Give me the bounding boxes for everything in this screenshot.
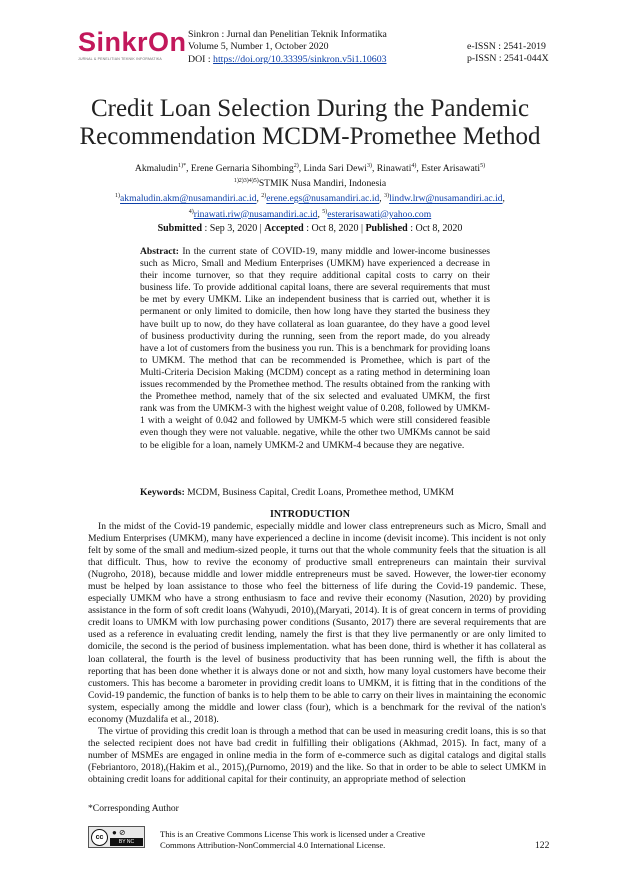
cc-icon: cc <box>91 829 108 846</box>
introduction-body <box>88 521 546 786</box>
paragraph: In the midst of the Covid-19 pandemic, especially middle and lower class entrepreneurs such as Micro, Small and Medium Enterprises (UMKM), many have experienced a decline in income (devisit income). This incident is not only felt by some of the small and medium-sized people, it turns out that the whole community feels that the situation is all that difficult. Thus, how to revive the economy of productive small entrepreneurs can maintain their survival (Nugroho, 2018), because middle and lower middle entrepreneurs must be saved. However, the lower-tier economy must be helped by loan assistance to those who feel the bitterness of life during the Covid-19 pandemic. These, especially UMKM who have a strong enthusiasm to face and revive their economy (Nasution, 2020) by providing assistance in the form of soft credit loans (Wahyudi, 2010),(Maryati, 2014). It is of great concern in terms of providing credit loans to UMKM with low purchasing power conditions (Susanto, 2017) there are several requirements that are used as a reference in evaluating credit lending, namely the first is that they live permanently or are only limited to domicile, the second is the period of business implementation. what has been done, third is whether it has collateral as loan collateral, the fourth is the level of business productivity that has been running well, the fifth is about the reporting that has been done whether it is always done or not and sixth, how many loyal customers have become their customers. This has become a barometer in providing credit loans to UMKM, it is fitting that in the conditions of the Covid-19 pandemic, the function of banks is to help them to be able to carry on their lives in maintaining the economic system, especially among the middle and lower class (four), which is a benchmark for the revival of the nation's economy (Muzdalifa et al., 2018). <box>88 521 546 725</box>
email-link[interactable]: esterarisawati@yahoo.com <box>327 208 432 220</box>
affiliation: $^{1)2)3)4)5)}$STMIK Nusa Mandiri, Indonesia <box>233 178 387 190</box>
creative-commons-badge[interactable] <box>88 826 145 848</box>
author-emails-2: $^{4)}$rinawati.riw@nusamandiri.ac.id, $^{5)}$esterarisawati@yahoo.com <box>188 208 432 220</box>
doi-link[interactable]: https://doi.org/10.33395/sinkron.v5i1.10603 <box>213 53 387 65</box>
eissn: e-ISSN : 2541-2019 <box>467 41 546 52</box>
license-text: This is an Creative Commons License This work is licensed under a Creative Commons Attribution-NonCommercial 4.0 International License. <box>160 829 426 850</box>
author-list: Akmaludin$^{1)*}$, Erene Gernaria Sihombing$^{2)}$, Linda Sari Dewi$^{3)}$, Rinawati$^{4)}$, Ester Arisawati$^{5)}$ <box>134 163 486 175</box>
section-heading-introduction: INTRODUCTION <box>269 509 350 520</box>
abstract-text: In the current state of COVID-19, many middle and lower-income businesses such as Micro, Small and Medium Enterprises (UMKM) have experienced a decrease in their income turnover, so that they require additional capital costs to carry on their business life. To provide additional capital loans, there are several requirements that must be met by every UMKM. Like an independent business that is carried out, whether it is permanent or only limited to domicile, then how long have they started the business they have built up to now, do they have collateral as loan guarantee, do they have a good level of business productivity during the running, seen from the report made, do you already have a lot of customers from the business you run. This is a benchmark for providing loans to UMKM. The method that can be recommended is Promethee, which is part of the Multi-Criteria Decision Making (MCDM) concept as a rating method in determining loan issues recommended by the Promethee method. The results obtained from the ranking with the Promethee method, namely that of the six selected and evaluated UMKM, the first rank was from the UMKM-3 with the highest weight value of 0.208, followed by UMKM-1 with a weight of 0.042 and followed by UMKM-5 which were still considered feasible even though they were not valuable. negative, while the other two UMKMs cannot be said to be eligible for a loan, namely UMKM-2 and UMKM-4 because they are negative. <box>140 246 490 451</box>
email-link[interactable]: erene.egs@nusamandiri.ac.id <box>266 193 380 205</box>
page-number: 122 <box>535 840 550 851</box>
journal-doi: DOI : https://doi.org/10.33395/sinkron.v5i1.10603 <box>188 53 387 65</box>
cc-by-nc-strip: BY NC <box>110 838 143 846</box>
logo-wordmark: SinkrOn <box>78 27 187 57</box>
abstract <box>140 246 490 452</box>
issn-info <box>467 41 549 66</box>
author-block <box>30 160 590 221</box>
keywords: Keywords: MCDM, Business Capital, Credit Loans, Promethee method, UMKM <box>140 487 454 498</box>
paper-title: Credit Loan Selection During the Pandemic Recommendation MCDM-Promethee Method <box>79 95 541 150</box>
journal-volume: Volume 5, Number 1, October 2020 <box>188 41 329 53</box>
author-emails-1: $^{1)}$akmaludin.akm@nusamandiri.ac.id, $^{2)}$erene.egs@nusamandiri.ac.id, $^{3)}$lindw.lrw@nusamandiri.ac.id, <box>115 193 505 205</box>
paragraph: The virtue of providing this credit loan is through a method that can be used in measuring credit loans, this is so that the selected recipient does not have bad credit in fulfilling their obligations (Akhmad, 2015). In fact, many of a number of MSMEs are engaged in online media in the form of e-commerce such as digital catalogs and digital stalls (Febriantoro, 2018),(Hakim et al., 2015),(Purnomo, 2019) and the like. So that in order to be able to select UMKM in obtaining credit loans for additional capital for their continuity, an appropriate method of selection <box>88 725 546 785</box>
submission-dates: Submitted : Sep 3, 2020 | Accepted : Oct 8, 2020 | Published : Oct 8, 2020 <box>157 223 463 234</box>
journal-name: Sinkron : Jurnal dan Penelitian Teknik Informatika <box>188 29 387 40</box>
by-nc-icon: ● ⊘ <box>112 828 126 837</box>
journal-info <box>188 29 387 66</box>
journal-logo <box>78 27 187 64</box>
email-link[interactable]: akmaludin.akm@nusamandiri.ac.id <box>120 193 257 205</box>
corresponding-author-note: *Corresponding Author <box>88 803 179 814</box>
email-link[interactable]: rinawati.riw@nusamandiri.ac.id <box>193 208 318 220</box>
logo-tagline: JURNAL & PENELITIAN TEKNIK INFORMATIKA <box>78 57 162 61</box>
abstract-label: Abstract: <box>140 246 179 257</box>
email-link[interactable]: lindw.lrw@nusamandiri.ac.id <box>389 193 503 205</box>
pissn: p-ISSN : 2541-044X <box>467 53 549 65</box>
